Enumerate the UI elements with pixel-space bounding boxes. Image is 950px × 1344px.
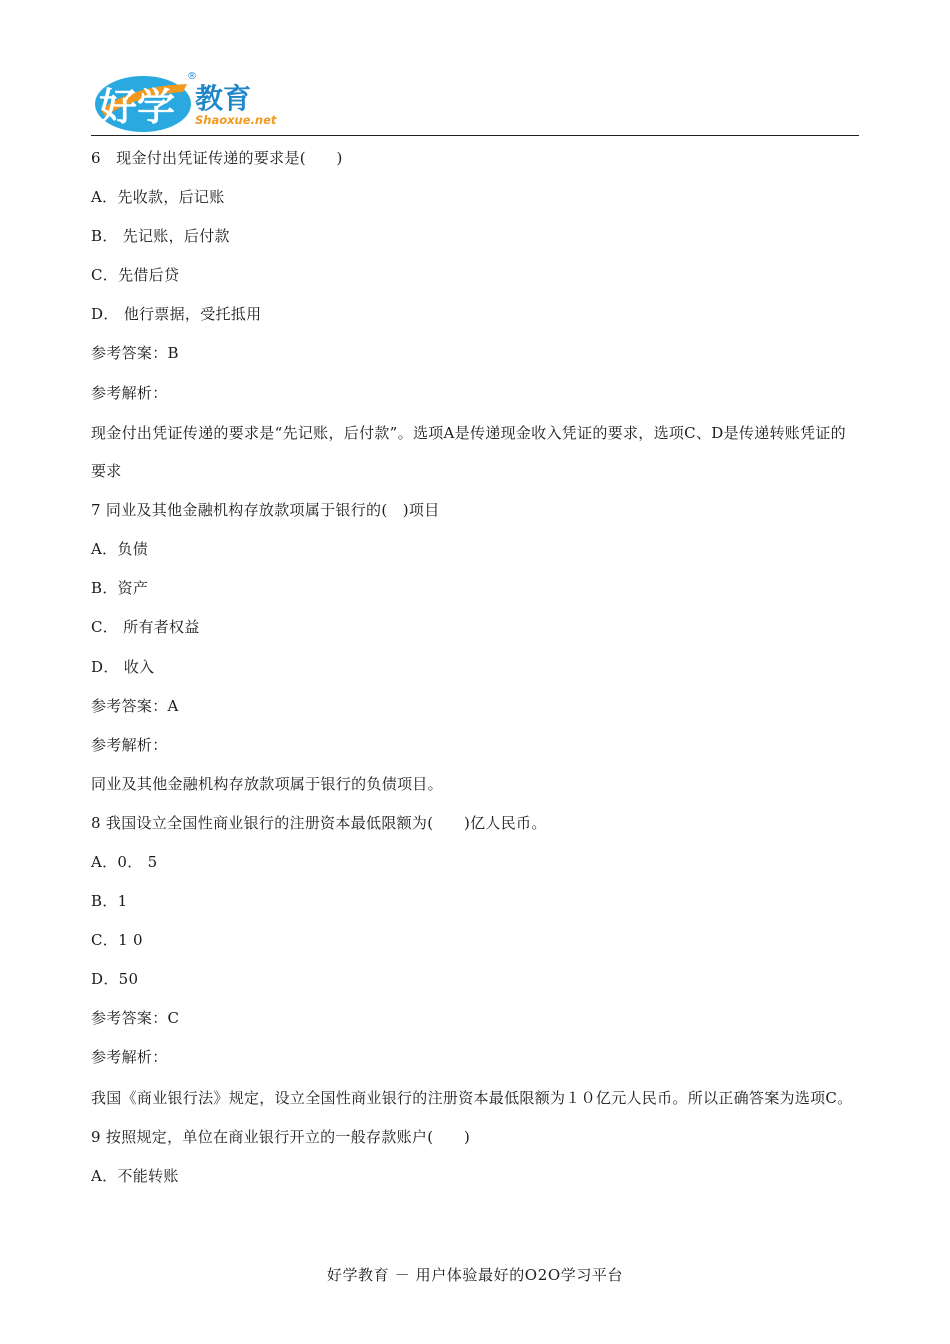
question-6-answer: 参考答案：B: [91, 344, 179, 363]
question-8-answer: 参考答案：C: [91, 1009, 180, 1028]
question-6-option-a: A．先收款，后记账: [91, 188, 225, 207]
question-8-analysis: 我国《商业银行法》规定，设立全国性商业银行的注册资本最低限额为１０亿元人民币。所以正确答案为选项C。: [91, 1088, 853, 1107]
logo-main-text: 好学: [99, 85, 176, 129]
shaoxue-logo[interactable]: [91, 66, 291, 134]
question-6-analysis: 现金付出凭证传递的要求是“先记账，后付款”。选项A是传递现金收入凭证的要求，选项C、D是传递转账凭证的要求: [91, 423, 846, 481]
question-8-analysis-label: 参考解析：: [91, 1048, 168, 1067]
question-8-stem: 8 我国设立全国性商业银行的注册资本最低限额为( )亿人民币。: [91, 813, 547, 832]
logo-edu-text: 教育: [195, 82, 252, 115]
question-content: [91, 149, 859, 1206]
question-7-analysis-label: 参考解析：: [91, 735, 168, 754]
question-7-option-d: D． 收入: [91, 657, 155, 676]
question-7-answer: 参考答案：A: [91, 696, 179, 715]
question-8-option-d: D．50: [91, 970, 139, 989]
question-9-option-a: A．不能转账: [91, 1166, 179, 1185]
question-6-analysis-label: 参考解析：: [91, 383, 168, 402]
question-7-stem: 7 同业及其他金融机构存放款项属于银行的( )项目: [91, 501, 440, 520]
question-6-option-d: D． 他行票据，受托抵用: [91, 305, 262, 324]
question-8-option-b: B．1: [91, 892, 128, 911]
logo-site-text: Shaoxue.net: [195, 113, 277, 127]
question-6-stem: 6 现金付出凭证传递的要求是( ): [91, 149, 343, 167]
logo-graphic: [91, 66, 291, 134]
question-9-stem: 9 按照规定，单位在商业银行开立的一般存款账户( ): [91, 1127, 471, 1146]
question-6-option-c: C．先借后贷: [91, 266, 180, 285]
question-8-option-c: C．1 0: [91, 931, 143, 950]
registered-mark: ®: [187, 71, 197, 82]
page-footer: 好学教育 － 用户体验最好的O2O学习平台: [326, 1266, 624, 1284]
question-7-option-a: A．负债: [91, 540, 149, 559]
question-7-option-b: B．资产: [91, 579, 149, 598]
page-header: [91, 66, 859, 136]
question-7-analysis: 同业及其他金融机构存放款项属于银行的负债项目。: [91, 774, 443, 793]
header-divider: [91, 135, 859, 136]
question-8-option-a: A．0． 5: [91, 853, 158, 871]
question-7-option-c: C． 所有者权益: [91, 618, 200, 637]
question-6-option-b: B． 先记账，后付款: [91, 227, 230, 246]
